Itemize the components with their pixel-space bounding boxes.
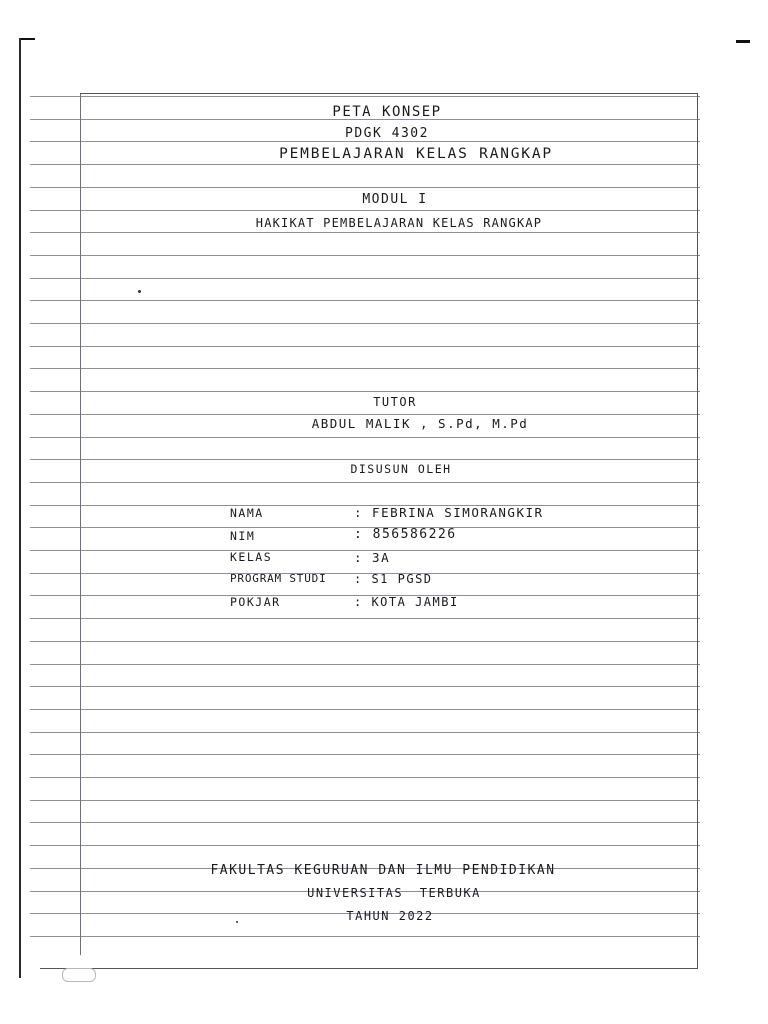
ruled-line (30, 232, 700, 233)
ruled-line (30, 618, 700, 619)
tutor-label: TUTOR (373, 395, 417, 409)
identity-label: POKJAR (230, 595, 281, 609)
ruled-line (30, 845, 700, 846)
ruled-line (30, 164, 700, 165)
module-title: HAKIKAT PEMBELAJARAN KELAS RANGKAP (255, 216, 543, 230)
ruled-line (30, 754, 700, 755)
ruled-line (30, 300, 700, 301)
ruled-line (30, 346, 700, 347)
frame-top-line (80, 93, 698, 94)
identity-value: : S1 PGSD (354, 572, 433, 586)
university-name: UNIVERSITAS TERBUKA (307, 886, 481, 900)
identity-label: KELAS (230, 550, 273, 564)
margin-line (80, 93, 81, 955)
compiled-by-label: DISUSUN OLEH (350, 462, 452, 476)
ruled-line (30, 709, 700, 710)
identity-value: : KOTA JAMBI (354, 595, 459, 609)
identity-label: NIM (230, 529, 256, 543)
ruled-line (30, 800, 700, 801)
module-number: MODUL I (362, 192, 428, 207)
tutor-name: ABDUL MALIK , S.Pd, M.Pd (311, 416, 529, 431)
course-name: PEMBELAJARAN KELAS RANGKAP (279, 146, 553, 162)
faculty-name: FAKULTAS KEGURUAN DAN ILMU PENDIDIKAN (210, 863, 556, 878)
ink-dot (138, 290, 141, 293)
ruled-line (30, 323, 700, 324)
identity-value: : FEBRINA SIMORANGKIR (354, 505, 544, 520)
ruled-line (30, 187, 700, 188)
ruled-line (30, 96, 700, 97)
ruled-line (30, 777, 700, 778)
ruled-line (30, 391, 700, 392)
frame-bottom-line (40, 968, 698, 969)
ruled-line (30, 641, 700, 642)
identity-label: NAMA (230, 506, 264, 520)
page-edge-line (19, 38, 21, 978)
ruled-line (30, 437, 700, 438)
course-code: PDGK 4302 (345, 126, 429, 141)
ruled-line (30, 368, 700, 369)
ruled-line (30, 732, 700, 733)
ruled-line (30, 459, 700, 460)
identity-value: : 856586226 (354, 527, 457, 542)
page-corner-mark (736, 40, 750, 43)
ruled-line (30, 686, 700, 687)
frame-right-line (697, 93, 698, 969)
ruled-line (30, 210, 700, 211)
ruled-line (30, 414, 700, 415)
scan-stamp-mark (62, 968, 96, 982)
identity-value: : 3A (354, 550, 391, 565)
ruled-line (30, 278, 700, 279)
ruled-line (30, 482, 700, 483)
ruled-line (30, 822, 700, 823)
document-title: PETA KONSEP (332, 104, 442, 120)
ink-dot (236, 921, 238, 923)
ruled-line (30, 664, 700, 665)
ruled-line (30, 255, 700, 256)
ruled-line (30, 936, 700, 937)
year-text: TAHUN 2022 (346, 909, 434, 923)
identity-label: PROGRAM STUDI (230, 572, 327, 585)
ruled-line (30, 141, 700, 142)
